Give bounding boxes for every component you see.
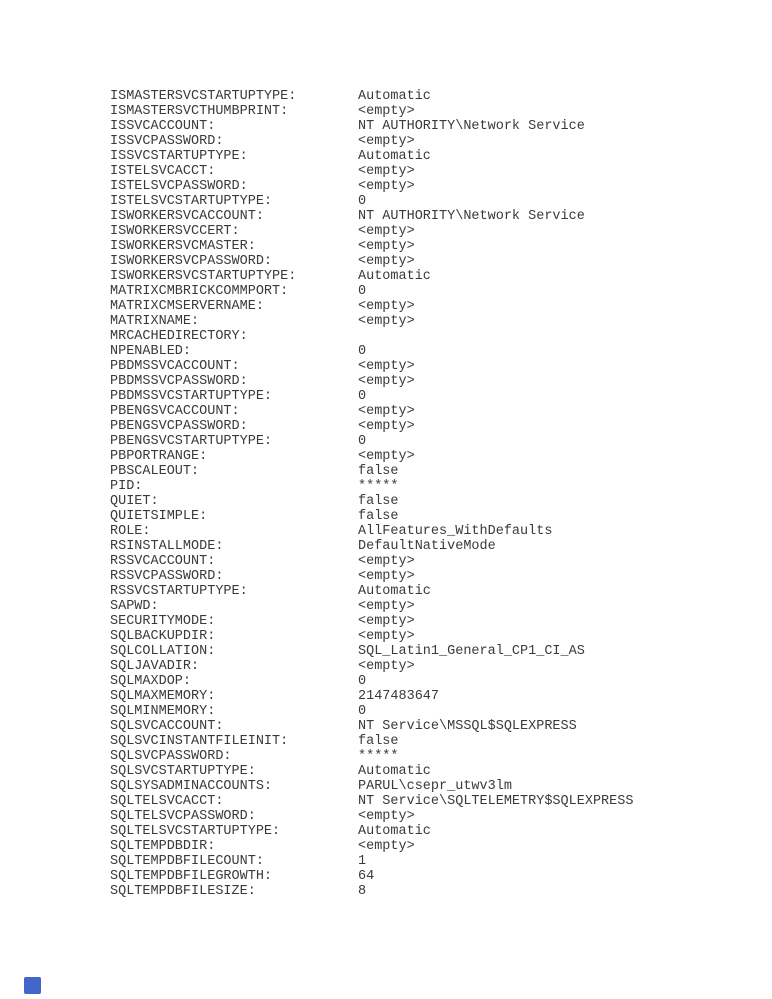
param-key: PBENGSVCACCOUNT: [110,404,240,419]
param-row [110,404,730,419]
param-value: 2147483647 [358,689,440,704]
param-row [110,344,730,359]
param-value: <empty> [358,239,415,254]
param-key: SQLJAVADIR: [110,659,200,674]
param-value: 0 [358,674,367,689]
param-row [110,434,730,449]
param-key: SQLSYSADMINACCOUNTS: [110,779,273,794]
param-row [110,419,730,434]
param-row [110,494,730,509]
param-key: ISWORKERSVCACCOUNT: [110,209,264,224]
param-value: 8 [358,884,367,899]
param-key: ISWORKERSVCCERT: [110,224,240,239]
param-value: NT Service\MSSQL$SQLEXPRESS [358,719,577,734]
param-key: SQLTEMPDBFILESIZE: [110,884,256,899]
param-row [110,674,730,689]
param-row [110,254,730,269]
param-key: SQLMAXMEMORY: [110,689,216,704]
param-row [110,884,730,899]
param-row [110,779,730,794]
param-key: SQLSVCINSTANTFILEINIT: [110,734,289,749]
param-row [110,764,730,779]
param-value: Automatic [358,824,431,839]
param-value: false [358,494,399,509]
param-value: 0 [358,389,367,404]
param-key: PBDMSSVCPASSWORD: [110,374,248,389]
param-value: 1 [358,854,367,869]
param-row [110,794,730,809]
param-row [110,824,730,839]
param-row [110,464,730,479]
param-value: <empty> [358,299,415,314]
param-value: <empty> [358,314,415,329]
param-key: SQLTELSVCSTARTUPTYPE: [110,824,281,839]
param-row [110,479,730,494]
param-row [110,584,730,599]
param-row [110,239,730,254]
param-key: SQLTEMPDBFILECOUNT: [110,854,264,869]
param-value: <empty> [358,659,415,674]
param-row [110,134,730,149]
param-row [110,809,730,824]
param-value: ***** [358,749,399,764]
param-key: PBDMSSVCSTARTUPTYPE: [110,389,273,404]
param-row [110,734,730,749]
param-key: MRCACHEDIRECTORY: [110,329,248,344]
param-value: <empty> [358,809,415,824]
param-key: ISMASTERSVCSTARTUPTYPE: [110,89,297,104]
param-value: AllFeatures_WithDefaults [358,524,553,539]
param-key: SQLTEMPDBDIR: [110,839,216,854]
param-key: SQLMINMEMORY: [110,704,216,719]
param-key: SQLTEMPDBFILEGROWTH: [110,869,273,884]
param-value: false [358,734,399,749]
param-key: SQLBACKUPDIR: [110,629,216,644]
param-row [110,704,730,719]
param-key: RSSVCSTARTUPTYPE: [110,584,248,599]
param-value: <empty> [358,254,415,269]
param-value: <empty> [358,134,415,149]
param-value: NT AUTHORITY\Network Service [358,209,585,224]
param-row [110,539,730,554]
param-value: false [358,509,399,524]
param-value: <empty> [358,374,415,389]
param-value: DefaultNativeMode [358,539,496,554]
param-key: SQLSVCSTARTUPTYPE: [110,764,256,779]
param-row [110,104,730,119]
param-value: PARUL\csepr_utwv3lm [358,779,512,794]
param-value: 0 [358,194,367,209]
param-value: NT Service\SQLTELEMETRY$SQLEXPRESS [358,794,634,809]
param-row [110,389,730,404]
blue-square-marker [24,977,41,994]
param-row [110,314,730,329]
param-row [110,149,730,164]
param-key: RSSVCACCOUNT: [110,554,216,569]
param-value: <empty> [358,569,415,584]
param-value: <empty> [358,359,415,374]
param-key: ISWORKERSVCMASTER: [110,239,256,254]
param-value: Automatic [358,149,431,164]
param-value: <empty> [358,629,415,644]
param-key: PBENGSVCPASSWORD: [110,419,248,434]
param-row [110,854,730,869]
param-key: PBENGSVCSTARTUPTYPE: [110,434,273,449]
param-value: <empty> [358,419,415,434]
param-key: PBDMSSVCACCOUNT: [110,359,240,374]
param-value: 64 [358,869,375,884]
param-row [110,209,730,224]
param-key: SQLSVCPASSWORD: [110,749,232,764]
param-value: SQL_Latin1_General_CP1_CI_AS [358,644,585,659]
param-value: <empty> [358,554,415,569]
param-value: <empty> [358,614,415,629]
param-key: ISTELSVCACCT: [110,164,216,179]
param-row [110,329,730,344]
param-row [110,164,730,179]
param-key: SAPWD: [110,599,159,614]
param-value: Automatic [358,89,431,104]
param-value: Automatic [358,269,431,284]
param-row [110,629,730,644]
param-key: PBPORTRANGE: [110,449,208,464]
param-key: PBSCALEOUT: [110,464,200,479]
param-value: 0 [358,434,367,449]
param-value: 0 [358,284,367,299]
param-value: false [358,464,399,479]
parameter-list [110,89,730,899]
param-value: <empty> [358,179,415,194]
param-row [110,614,730,629]
param-row [110,449,730,464]
param-key: ISTELSVCPASSWORD: [110,179,248,194]
param-key: ISSVCPASSWORD: [110,134,224,149]
param-value: <empty> [358,164,415,179]
param-row [110,839,730,854]
param-row [110,644,730,659]
param-key: ISWORKERSVCPASSWORD: [110,254,273,269]
param-row [110,224,730,239]
param-value: NT AUTHORITY\Network Service [358,119,585,134]
param-row [110,554,730,569]
param-value: <empty> [358,449,415,464]
param-row [110,119,730,134]
param-key: RSSVCPASSWORD: [110,569,224,584]
param-row [110,89,730,104]
param-row [110,374,730,389]
param-value: Automatic [358,584,431,599]
param-key: ISMASTERSVCTHUMBPRINT: [110,104,289,119]
param-key: SQLMAXDOP: [110,674,192,689]
param-key: ISWORKERSVCSTARTUPTYPE: [110,269,297,284]
param-key: SECURITYMODE: [110,614,216,629]
param-key: QUIET: [110,494,159,509]
param-key: ISSVCSTARTUPTYPE: [110,149,248,164]
param-key: MATRIXNAME: [110,314,200,329]
param-value: <empty> [358,599,415,614]
param-key: SQLTELSVCACCT: [110,794,224,809]
param-value: 0 [358,704,367,719]
param-row [110,719,730,734]
param-value: 0 [358,344,367,359]
param-key: SQLSVCACCOUNT: [110,719,224,734]
param-row [110,749,730,764]
param-row [110,569,730,584]
param-value: <empty> [358,104,415,119]
param-value: <empty> [358,839,415,854]
param-row [110,524,730,539]
param-row [110,659,730,674]
param-value: Automatic [358,764,431,779]
param-row [110,869,730,884]
param-row [110,284,730,299]
param-row [110,194,730,209]
param-value [358,329,730,344]
param-key: QUIETSIMPLE: [110,509,208,524]
param-row [110,179,730,194]
param-row [110,509,730,524]
param-value: <empty> [358,404,415,419]
param-key: ISTELSVCSTARTUPTYPE: [110,194,273,209]
param-key: MATRIXCMSERVERNAME: [110,299,264,314]
param-value: <empty> [358,224,415,239]
param-row [110,689,730,704]
param-row [110,269,730,284]
param-key: PID: [110,479,143,494]
param-key: SQLTELSVCPASSWORD: [110,809,256,824]
param-key: RSINSTALLMODE: [110,539,224,554]
param-row [110,299,730,314]
param-key: MATRIXCMBRICKCOMMPORT: [110,284,289,299]
param-row [110,599,730,614]
param-key: NPENABLED: [110,344,192,359]
param-key: SQLCOLLATION: [110,644,216,659]
param-key: ISSVCACCOUNT: [110,119,216,134]
param-row [110,359,730,374]
param-value: ***** [358,479,399,494]
param-key: ROLE: [110,524,151,539]
